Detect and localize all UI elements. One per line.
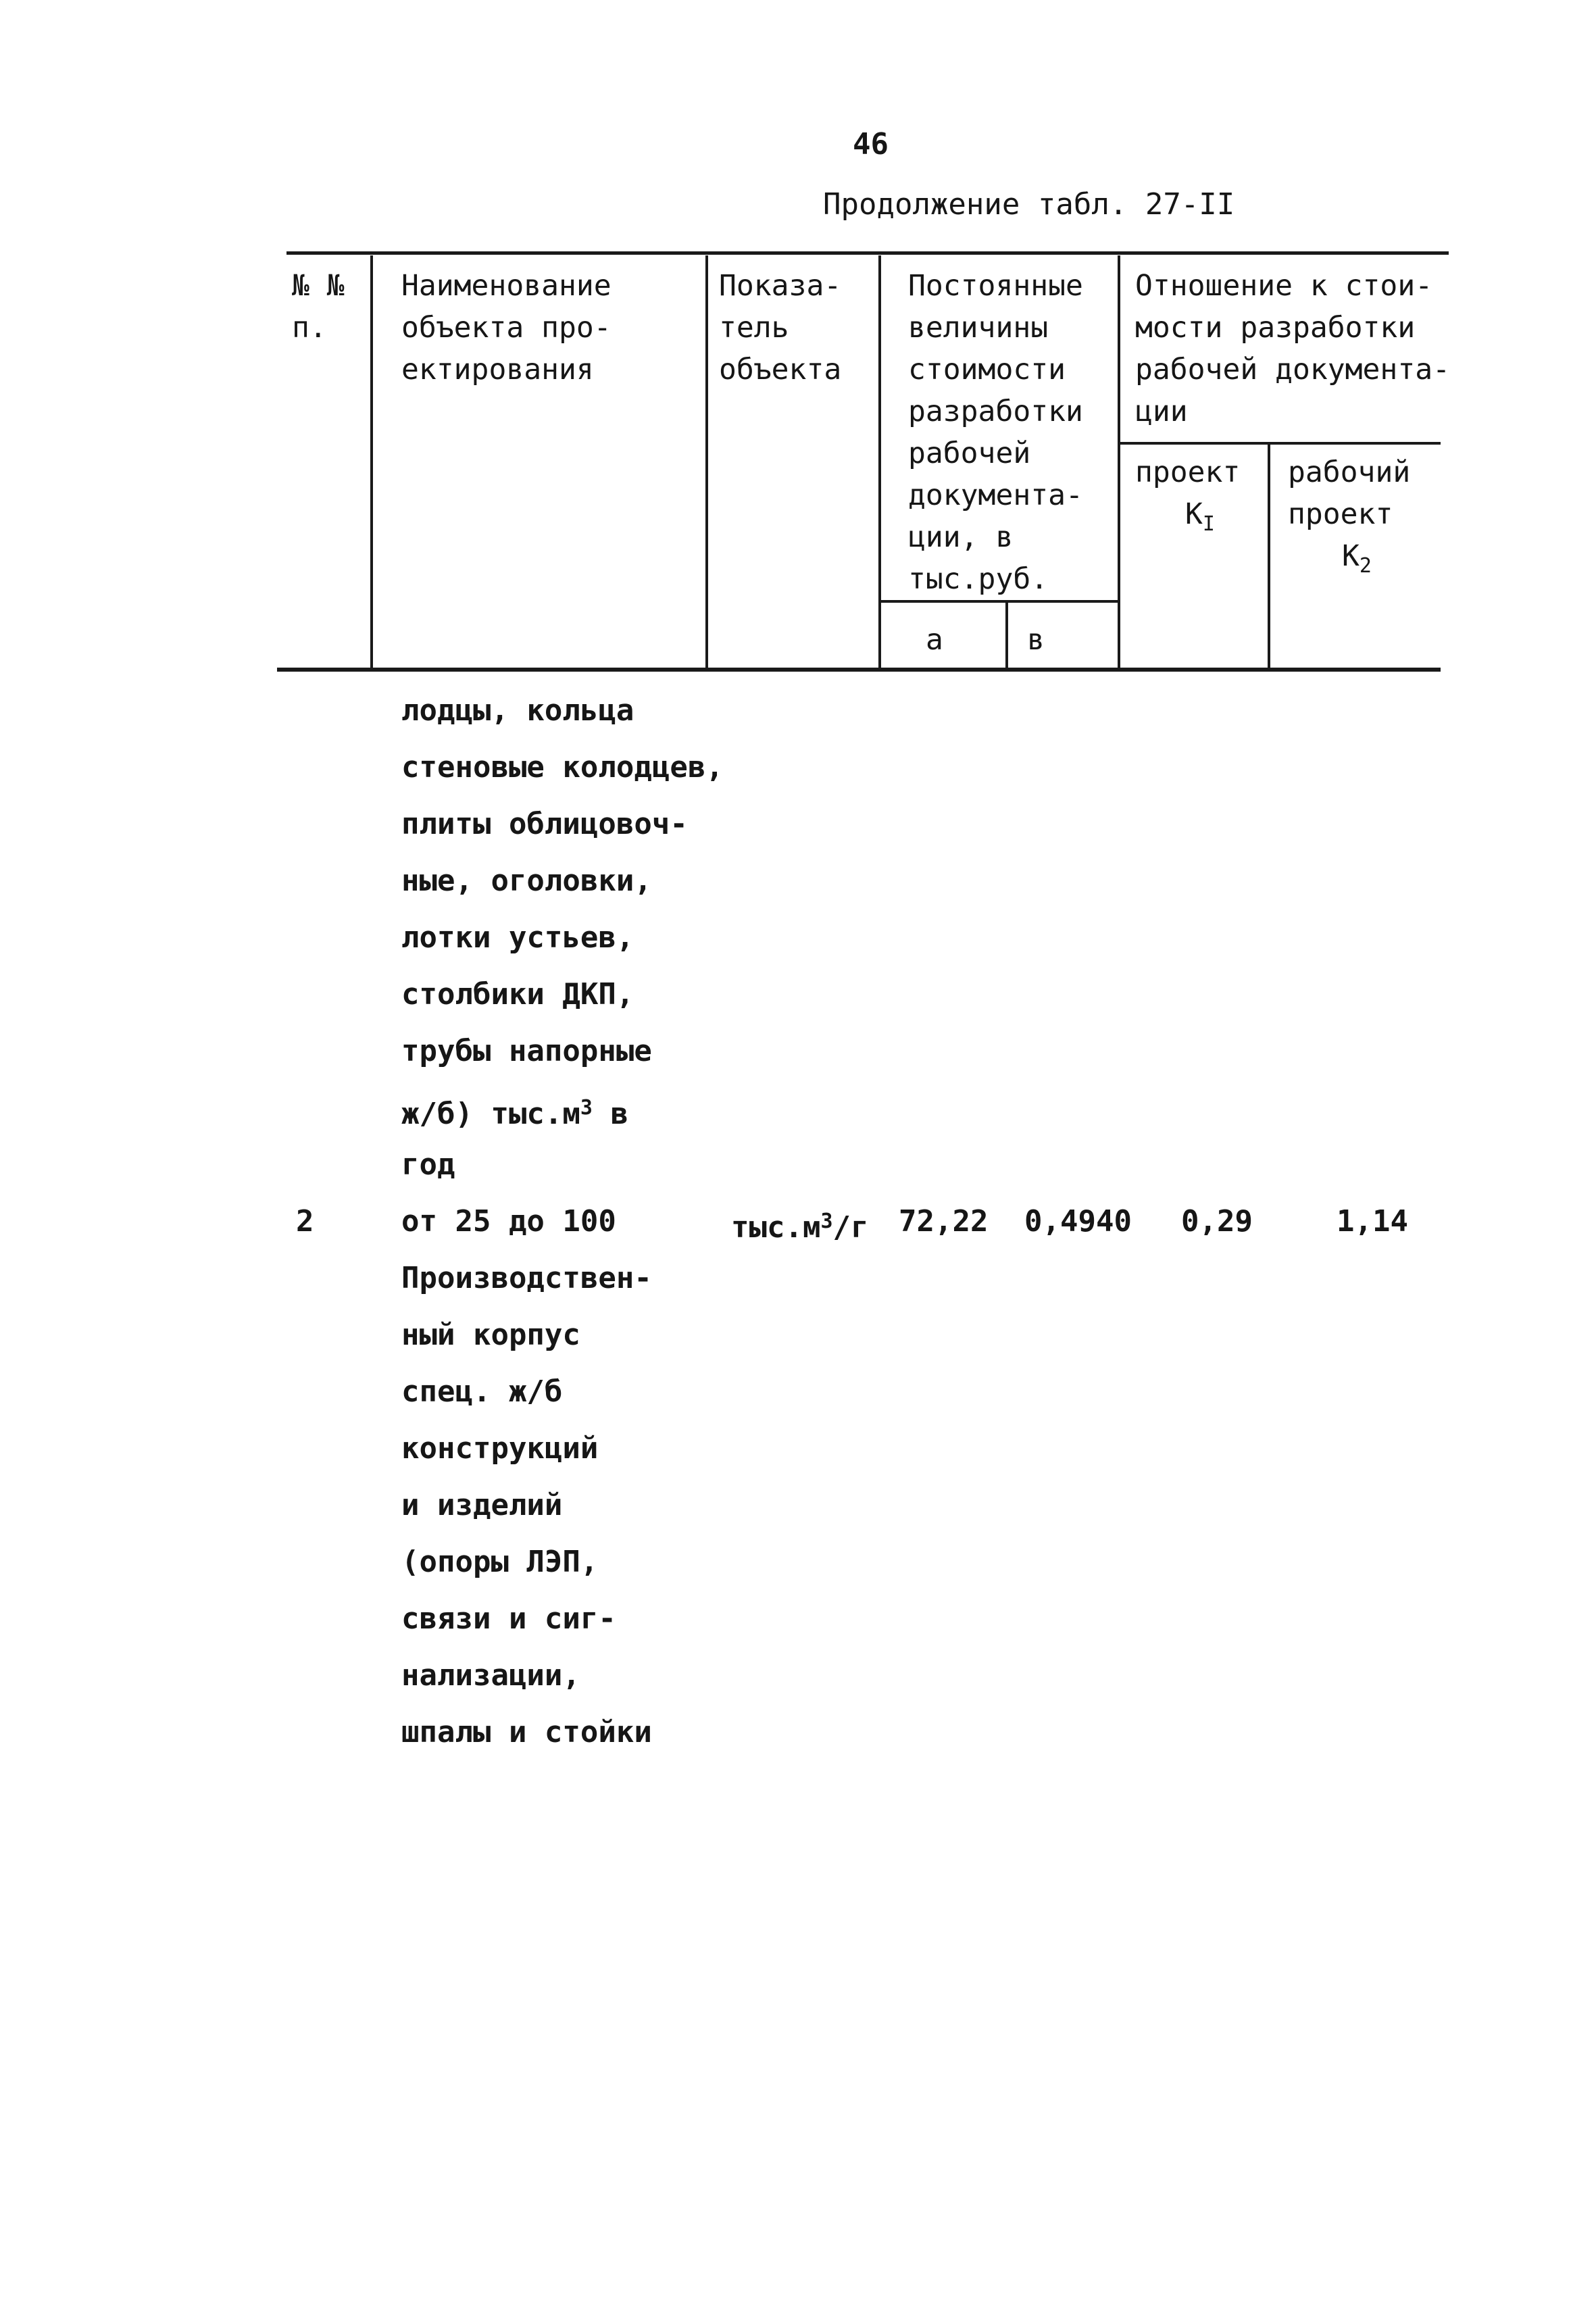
name-line: нализации, xyxy=(401,1658,580,1693)
header-k2-label: рабочий xyxy=(1288,455,1411,489)
name-line: Производствен- xyxy=(401,1261,652,1295)
name-line: (опоры ЛЭП, xyxy=(401,1545,599,1579)
object-name-cell xyxy=(401,682,724,1761)
header-k1-symbol xyxy=(1135,493,1240,545)
unit-exponent: 3 xyxy=(580,1096,593,1120)
header-k2-label: проект xyxy=(1288,497,1393,531)
header-name-line: Наименование xyxy=(401,269,612,303)
name-line: и изделий xyxy=(401,1488,563,1522)
k1-letter: К xyxy=(1185,497,1203,531)
page-number: 46 xyxy=(853,127,889,161)
header-const-a: а xyxy=(926,623,943,657)
table-caption: Продолжение табл. 27-II xyxy=(823,187,1235,222)
header-k2 xyxy=(1288,451,1410,587)
name-line: связи и сиг- xyxy=(401,1601,616,1636)
name-line: лотки устьев, xyxy=(401,920,634,955)
name-line: год xyxy=(401,1147,455,1182)
header-no xyxy=(292,265,345,349)
row-value-k2: 1,14 xyxy=(1337,1204,1408,1239)
range-line: от 25 до 100 xyxy=(401,1204,616,1239)
row-indicator xyxy=(731,1193,869,1256)
name-line: трубы напорные xyxy=(401,1034,652,1068)
header-name xyxy=(401,265,612,391)
header-no-line: № № xyxy=(292,269,345,303)
header-const-line: рабочей xyxy=(908,437,1031,470)
name-line: столбики ДКП, xyxy=(401,977,634,1012)
header-no-line: п. xyxy=(292,311,327,345)
k2-letter: К xyxy=(1342,539,1360,573)
row-value-a: 72,22 xyxy=(899,1204,989,1239)
header-ratio-line: мости разработки xyxy=(1135,311,1416,345)
indicator-unit: тыс.м xyxy=(731,1210,821,1245)
col-divider-2 xyxy=(705,255,708,669)
col-divider-3 xyxy=(878,255,881,669)
row-value-b: 0,4940 xyxy=(1024,1204,1132,1239)
header-const-line: величины xyxy=(908,311,1049,345)
header-const-line: разработки xyxy=(908,395,1083,428)
name-line: лодцы, кольца xyxy=(401,693,634,728)
col-divider-4 xyxy=(1118,255,1120,669)
k1-index: I xyxy=(1202,512,1215,536)
header-indicator-line: Показа- xyxy=(719,269,842,303)
header-ratio xyxy=(1135,265,1450,432)
header-k1-label: проект xyxy=(1135,455,1241,489)
rule-top xyxy=(286,251,1449,255)
header-name-line: ектирования xyxy=(401,353,594,387)
col-divider-1 xyxy=(370,255,373,669)
indicator-exponent: 3 xyxy=(820,1210,833,1233)
header-ratio-line: рабочей документа- xyxy=(1135,353,1450,387)
row-value-k1: 0,29 xyxy=(1181,1204,1253,1239)
header-indicator-line: тель xyxy=(719,311,789,345)
header-const-line: стоимости xyxy=(908,353,1066,387)
header-k2-symbol xyxy=(1288,535,1410,587)
header-const-line: ции, в xyxy=(908,520,1014,554)
row-number: 2 xyxy=(296,1204,314,1239)
const-subrule xyxy=(880,600,1119,603)
name-line: ный корпус xyxy=(401,1318,580,1352)
rule-bottom xyxy=(277,668,1441,672)
col-divider-ab xyxy=(1005,601,1008,669)
header-const-line: документа- xyxy=(908,478,1083,512)
unit-text: ж/б) тыс.м xyxy=(401,1097,580,1131)
header-indicator-line: объекта xyxy=(719,353,842,387)
indicator-tail: /г xyxy=(832,1210,869,1245)
ratio-subrule xyxy=(1119,442,1441,445)
header-indicator xyxy=(719,265,841,391)
header-ratio-line: ции xyxy=(1135,395,1188,428)
k2-index: 2 xyxy=(1359,554,1372,578)
header-const-line: Постоянные xyxy=(908,269,1083,303)
header-const-line: тыс.руб. xyxy=(908,562,1049,596)
header-const xyxy=(908,265,1083,600)
name-line: конструкций xyxy=(401,1431,599,1466)
header-ratio-line: Отношение к стои- xyxy=(1135,269,1433,303)
header-const-b: в xyxy=(1027,623,1045,657)
unit-suffix: в xyxy=(592,1097,628,1131)
name-line: спец. ж/б xyxy=(401,1374,563,1409)
name-line: шпалы и стойки xyxy=(401,1715,652,1749)
header-name-line: объекта про- xyxy=(401,311,612,345)
name-line: плиты облицовоч- xyxy=(401,807,688,841)
header-k1 xyxy=(1135,451,1240,545)
col-divider-5 xyxy=(1268,443,1270,669)
name-line: стеновые колодцев, xyxy=(401,750,724,785)
name-line: ные, оголовки, xyxy=(401,864,652,898)
name-line-unit xyxy=(401,1080,724,1137)
